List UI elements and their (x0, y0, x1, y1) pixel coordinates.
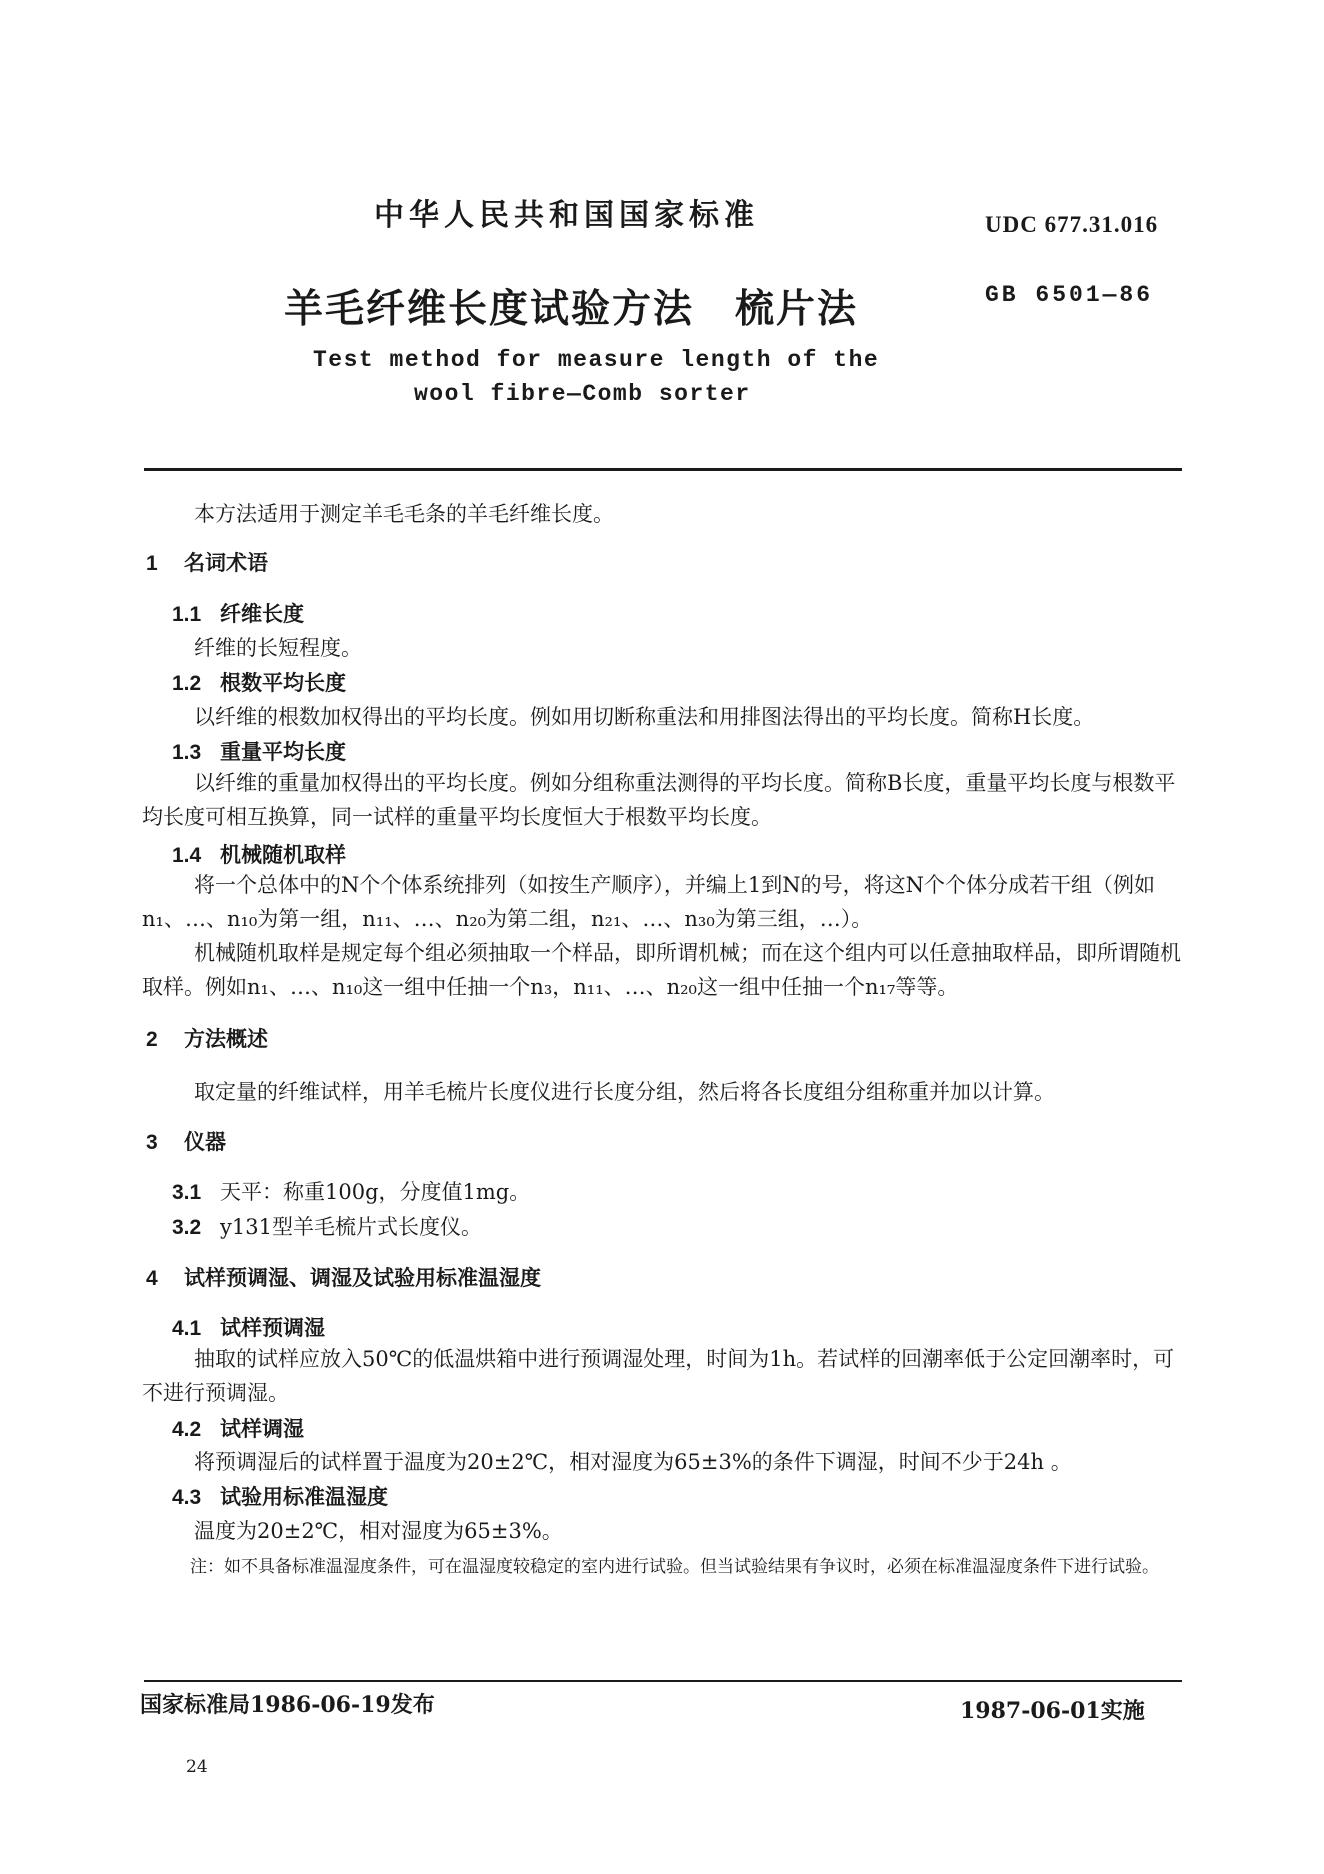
subsection-number: 3.2 (172, 1216, 202, 1239)
subsection-title: 机械随机取样 (220, 842, 346, 867)
standard-number: GB 6501—86 (985, 282, 1154, 308)
section-2-heading (146, 1023, 268, 1053)
subsection-title: 试验用标准温湿度 (220, 1484, 388, 1509)
section-2-text: 取定量的纤维试样，用羊毛梳片长度仪进行长度分组，然后将各长度组分组称重并加以计算。 (194, 1080, 1055, 1104)
subsection-1-3-text: 以纤维的重量加权得出的平均长度。例如分组称重法测得的平均长度。简称B长度，重量平均长度与根数平均长度可相互换算，同一试样的重量平均长度恒大于根数平均长度。 (142, 771, 1176, 829)
section-1-heading (146, 547, 268, 577)
subsection-4-3-text: 温度为20±2℃，相对湿度为65±3%。 (194, 1519, 563, 1543)
subsection-number: 4.3 (172, 1486, 202, 1509)
english-title-line-1: Test method for measure length of the (313, 347, 880, 373)
subsection-1-1-text: 纤维的长短程度。 (194, 636, 362, 660)
subsection-1-2-text: 以纤维的根数加权得出的平均长度。例如用切断称重法和用排图法得出的平均长度。简称H长度。 (194, 705, 1095, 729)
subsection-4-2-heading (172, 1413, 304, 1443)
standard-organization: 中华人民共和国国家标准 (374, 198, 759, 233)
section-number: 1 (146, 552, 158, 575)
subsection-text: 天平：称重100g，分度值1mg。 (220, 1180, 531, 1204)
subsection-3-2 (172, 1211, 482, 1241)
section-title: 方法概述 (184, 1026, 268, 1051)
subsection-4-3-heading (172, 1481, 388, 1511)
section-title: 仪器 (184, 1129, 226, 1154)
subsection-title: 纤维长度 (220, 601, 304, 626)
subsection-title: 重量平均长度 (220, 739, 346, 764)
section-number: 2 (146, 1028, 158, 1051)
subsection-1-2-heading (172, 667, 346, 697)
subsection-1-4-heading (172, 839, 346, 869)
effective-date: 1987-06-01实施 (960, 1698, 1145, 1724)
subsection-1-4-text-1: 将一个总体中的N个个体系统排列（如按生产顺序），并编上1到N的号，将这N个个体分成若干组（例如n₁、…、n₁₀为第一组，n₁₁、…、n₂₀为第二组，n₂₁、…、n₃₀为第三组，…）。 (142, 873, 1155, 931)
subsection-number: 1.1 (172, 603, 202, 626)
subsection-number: 3.1 (172, 1181, 202, 1204)
footer-divider (144, 1680, 1182, 1682)
header-divider (144, 468, 1182, 471)
subsection-title: 试样调湿 (220, 1416, 304, 1441)
note-text: 注：如不具备标准温湿度条件，可在温湿度较稳定的室内进行试验。但当试验结果有争议时，必须在标准温湿度条件下进行试验。 (190, 1557, 1159, 1577)
english-title-line-2: wool fibre—Comb sorter (414, 381, 751, 407)
subsection-4-2-text: 将预调湿后的试样置于温度为20±2℃，相对湿度为65±3%的条件下调湿，时间不少于24h 。 (194, 1450, 1072, 1474)
page-title: 羊毛纤维长度试验方法 梳片法 (284, 286, 859, 332)
udc-code: UDC 677.31.016 (985, 212, 1159, 237)
subsection-title: 根数平均长度 (220, 670, 346, 695)
subsection-text: y131型羊毛梳片式长度仪。 (220, 1215, 482, 1239)
subsection-number: 1.2 (172, 672, 202, 695)
subsection-1-3-heading (172, 736, 346, 766)
subsection-number: 4.1 (172, 1317, 202, 1340)
section-3-heading (146, 1126, 226, 1156)
note (190, 1551, 1170, 1583)
subsection-title: 试样预调湿 (220, 1315, 325, 1340)
subsection-1-4-text-2: 机械随机取样是规定每个组必须抽取一个样品，即所谓机械；而在这个组内可以任意抽取样品，即所谓随机取样。例如n₁、…、n₁₀这一组中任抽一个n₃，n₁₁、…、n₂₀这一组中任抽一个n₁₇等等。 (142, 941, 1181, 999)
subsection-1-1-heading (172, 598, 304, 628)
subsection-number: 1.3 (172, 741, 202, 764)
subsection-number: 4.2 (172, 1418, 202, 1441)
section-number: 3 (146, 1131, 158, 1154)
subsection-number: 1.4 (172, 844, 202, 867)
subsection-3-1 (172, 1176, 530, 1206)
section-number: 4 (146, 1267, 158, 1290)
issue-date: 国家标准局1986-06-19发布 (140, 1692, 435, 1718)
section-4-heading (146, 1262, 541, 1292)
section-title: 名词术语 (184, 550, 268, 575)
subsection-4-1-heading (172, 1312, 325, 1342)
section-title: 试样预调湿、调湿及试验用标准温湿度 (184, 1265, 541, 1290)
page-number: 24 (186, 1757, 208, 1777)
intro-paragraph: 本方法适用于测定羊毛毛条的羊毛纤维长度。 (194, 502, 614, 526)
subsection-4-1-text: 抽取的试样应放入50℃的低温烘箱中进行预调湿处理，时间为1h。若试样的回潮率低于公定回潮率时，可不进行预调湿。 (142, 1347, 1175, 1405)
